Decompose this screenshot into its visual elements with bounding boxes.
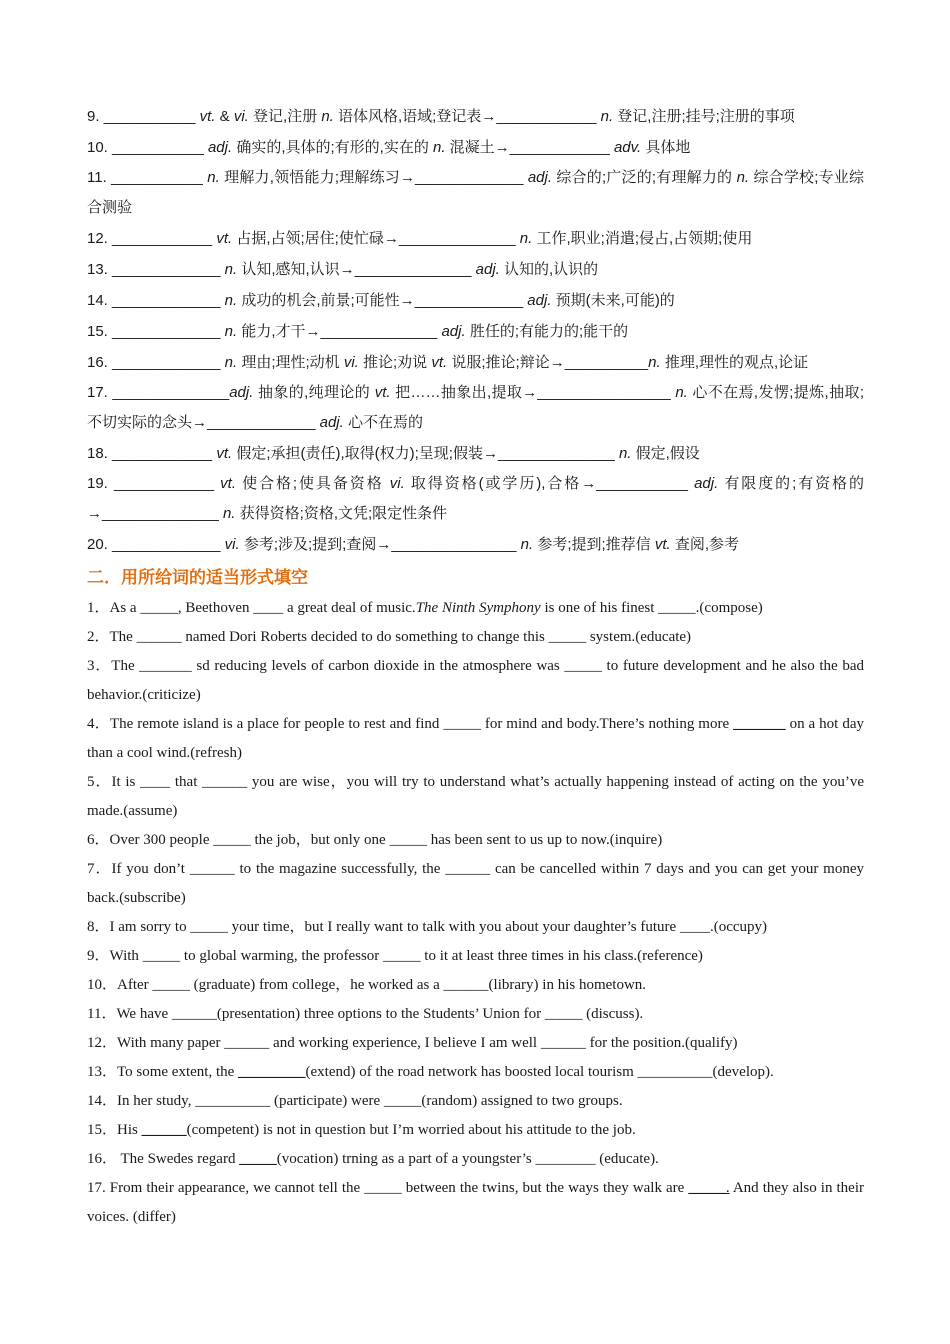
item-text: 能力,才干→______________	[237, 323, 442, 340]
item-text: In her study, __________ (participate) were _____(random) assigned to two groups.	[117, 1093, 623, 1109]
item-number: 9．	[87, 948, 110, 964]
item-text: is one of his finest _____.(compose)	[540, 600, 763, 616]
exercise-item	[87, 710, 864, 768]
underlined-blank: _____.	[688, 1180, 730, 1196]
item-text: _____________	[107, 261, 225, 278]
item-text: 工作,职业;消遣;侵占,占领期;使用	[532, 230, 753, 247]
vocab-item	[87, 285, 864, 316]
item-number: 17.	[87, 1180, 106, 1196]
worksheet-content	[87, 101, 864, 1232]
underlined-blank: _____	[239, 1151, 277, 1167]
exercise-item	[87, 971, 864, 1000]
item-text: 假定;承担(责任),取得(权力);呈现;假装→______________	[232, 445, 619, 462]
vocab-item	[87, 132, 864, 163]
item-text: _____________	[107, 354, 225, 371]
section-title: 二．用所给词的适当形式填空	[87, 568, 308, 588]
item-number: 17.	[87, 384, 108, 401]
item-number: 6．	[87, 832, 110, 848]
vocab-item	[87, 316, 864, 347]
vocab-item	[87, 469, 864, 529]
item-text: With many paper ______ and working experience, I believe I am well ______ for the position.(qualify)	[117, 1035, 738, 1051]
item-text: (competent) is not in question but I’m worried about his attitude to the job.	[186, 1122, 636, 1138]
vocab-item	[87, 438, 864, 469]
exercise-item	[87, 826, 864, 855]
item-text: We have ______(presentation) three options to the Students’ Union for _____ (discuss).	[116, 1006, 644, 1022]
item-text: And they also in their voices. (differ)	[87, 1180, 864, 1225]
vocab-item	[87, 378, 864, 438]
item-number: 2．	[87, 629, 110, 645]
item-text: 预期(未来,可能)的	[551, 292, 675, 309]
item-number: 15．	[87, 1122, 118, 1138]
part-of-speech: adj.	[527, 169, 552, 186]
exercise-item	[87, 1174, 864, 1232]
part-of-speech: n.	[433, 139, 446, 156]
item-text: 假定,假设	[631, 445, 700, 462]
item-number: 14．	[87, 1093, 118, 1109]
item-number: 10.	[87, 139, 108, 156]
item-text: Beethoven ____ a great deal of music.	[181, 600, 416, 616]
part-of-speech: n.	[520, 536, 534, 553]
item-text: To some extent, the	[117, 1064, 239, 1080]
item-number: 16．	[87, 1151, 118, 1167]
exercise-item	[87, 1087, 864, 1116]
exercise-item	[87, 623, 864, 652]
part-of-speech: vi.	[233, 108, 249, 125]
part-of-speech: adj.	[441, 323, 466, 340]
part-of-speech: vt.	[431, 354, 448, 371]
item-number: 10．	[87, 977, 118, 993]
exercise-item	[87, 1029, 864, 1058]
underlined-blank: _______	[733, 716, 786, 732]
item-number: 13.	[87, 261, 108, 278]
item-text: 胜任的;有能力的;能干的	[465, 323, 629, 340]
part-of-speech: n.	[736, 169, 750, 186]
item-text: _____________	[107, 323, 225, 340]
part-of-speech: The Ninth Symphony	[415, 600, 541, 616]
vocab-item	[87, 101, 864, 132]
exercise-item	[87, 913, 864, 942]
item-text: The remote island is a place for people to rest and find _____ for mind and body.There’s nothing more	[109, 716, 734, 732]
item-number: 16.	[87, 354, 108, 371]
item-text: ___________	[107, 139, 208, 156]
vocab-item	[87, 163, 864, 223]
item-text: &	[215, 108, 234, 125]
part-of-speech: vt.	[654, 536, 671, 553]
item-text: 登记,注册	[248, 108, 322, 125]
item-text: The _______ sd reducing levels of carbon dioxide in the atmosphere was _____ to future development and he also the bad behavior.(criticize)	[87, 658, 864, 703]
item-text: (extend) of the road network has boosted local tourism __________(develop).	[305, 1064, 774, 1080]
item-text: From their appearance, we cannot tell the _____ between the twins, but the ways they walk are	[105, 1180, 689, 1196]
item-text: 占据,占领;居住;使忙碌→______________	[232, 230, 520, 247]
item-text: ___________	[99, 108, 200, 125]
item-text: After _____ (graduate) from college，he worked as a ______(library) in his hometown.	[117, 977, 647, 993]
part-of-speech: adj.	[207, 139, 233, 156]
exercise-item	[87, 1145, 864, 1174]
underlined-blank: ,	[177, 600, 182, 616]
item-number: 20.	[87, 536, 108, 553]
item-text: 确实的,具体的;有形的,实在的	[232, 139, 433, 156]
item-number: 18.	[87, 445, 108, 462]
item-text: 综合的;广泛的;有理解力的	[552, 169, 737, 186]
item-text: It is ____ that ______ you are wise，you will try to understand what’s actually happening instead of acting on the you’ve made.(assume)	[87, 774, 864, 819]
exercise-list	[87, 594, 864, 1232]
item-number: 14.	[87, 292, 108, 309]
item-number: 3．	[87, 658, 112, 674]
item-text: 认知的,认识的	[499, 261, 599, 278]
part-of-speech: n.	[224, 292, 238, 309]
item-number: 5．	[87, 774, 112, 790]
part-of-speech: adj.	[527, 292, 552, 309]
item-text: ______________	[107, 384, 230, 401]
item-number: 19.	[87, 475, 108, 492]
exercise-item	[87, 1116, 864, 1145]
item-text: Over 300 people _____ the job，but only one _____ has been sent to us up to now.(inquire)	[109, 832, 663, 848]
item-text: 推理,理性的观点,论证	[660, 354, 809, 371]
part-of-speech: n.	[321, 108, 334, 125]
part-of-speech: vt.	[199, 108, 216, 125]
exercise-item	[87, 1000, 864, 1029]
item-text: on a hot day than a cool wind.(refresh)	[87, 716, 864, 761]
part-of-speech: n.	[207, 169, 220, 186]
part-of-speech: vt.	[374, 384, 391, 401]
item-text: His	[117, 1122, 142, 1138]
exercise-item	[87, 768, 864, 826]
exercise-item	[87, 1058, 864, 1087]
item-number: 15.	[87, 323, 108, 340]
item-text: 理由;理性;动机	[237, 354, 344, 371]
item-text: 理解力,领悟能力;理解练习→_____________	[219, 169, 528, 186]
underlined-blank: ______	[141, 1122, 187, 1138]
part-of-speech: adj.	[229, 384, 254, 401]
exercise-item	[87, 594, 864, 623]
item-text: 抽象的,纯理论的	[253, 384, 375, 401]
item-text: 有限度的;有资格的 →______________	[87, 475, 864, 522]
underlined-blank: _________	[238, 1064, 306, 1080]
item-text: 心不在焉的	[343, 414, 423, 431]
item-text: 具体地	[641, 139, 691, 156]
item-text: 心不在焉,发愣;提炼,抽取;不切实际的念头→_____________	[87, 384, 864, 431]
part-of-speech: n.	[224, 323, 238, 340]
item-text: I am sorry to _____ your time，but I really want to talk with you about your daughter’s future ____.(occupy)	[109, 919, 768, 935]
item-number: 13．	[87, 1064, 118, 1080]
item-text: The Swedes regard	[117, 1151, 240, 1167]
item-text: 参考;提到;推荐信	[533, 536, 655, 553]
vocab-item	[87, 529, 864, 560]
item-text: As a _____	[109, 600, 178, 616]
item-text: 把……抽象出,提取→________________	[390, 384, 676, 401]
item-text: (vocation) trning as a part of a youngster’s ________ (educate).	[276, 1151, 659, 1167]
item-text: 认知,感知,认识→______________	[237, 261, 476, 278]
item-text: 登记,注册;挂号;注册的事项	[613, 108, 795, 125]
item-text: The ______ named Dori Roberts decided to do something to change this _____ system.(educate)	[109, 629, 692, 645]
part-of-speech: vi.	[389, 475, 405, 492]
item-text: 获得资格;资格,文凭;限定性条件	[235, 505, 448, 522]
part-of-speech: vi.	[224, 536, 240, 553]
item-number: 7．	[87, 861, 112, 877]
item-text: 推论;劝说	[358, 354, 432, 371]
part-of-speech: adj.	[475, 261, 500, 278]
exercise-item	[87, 855, 864, 913]
part-of-speech: n.	[618, 445, 632, 462]
part-of-speech: n.	[675, 384, 688, 401]
item-number: 12.	[87, 230, 108, 247]
exercise-item	[87, 942, 864, 971]
vocab-item	[87, 254, 864, 285]
item-text: _____________	[107, 292, 225, 309]
item-text: 说服;推论;辩论→__________	[447, 354, 649, 371]
item-text: ____________	[107, 475, 221, 492]
part-of-speech: n.	[222, 505, 236, 522]
item-text: 语体风格,语域;登记表→____________	[333, 108, 601, 125]
item-number: 8．	[87, 919, 110, 935]
item-text: ____________	[107, 230, 217, 247]
exercise-item	[87, 652, 864, 710]
part-of-speech: adj.	[319, 414, 344, 431]
part-of-speech: n.	[224, 354, 238, 371]
item-number: 11．	[87, 1006, 117, 1022]
item-text: 查阅,参考	[670, 536, 740, 553]
item-number: 9.	[87, 108, 100, 125]
part-of-speech: vt.	[220, 475, 237, 492]
item-text: 使合格;使具备资格	[236, 475, 390, 492]
part-of-speech: vt.	[216, 230, 233, 247]
item-text: 混凝土→____________	[445, 139, 614, 156]
vocab-item	[87, 223, 864, 254]
item-number: 4．	[87, 716, 110, 732]
item-number: 11.	[87, 169, 107, 186]
part-of-speech: n.	[519, 230, 533, 247]
part-of-speech: vt.	[216, 445, 233, 462]
item-number: 1．	[87, 600, 110, 616]
item-text: 综合学校;专业综合测验	[87, 169, 865, 216]
item-text: With _____ to global warming, the professor _____ to it at least three times in his class.(reference)	[109, 948, 703, 964]
vocab-item	[87, 347, 864, 378]
part-of-speech: adv.	[613, 139, 642, 156]
vocabulary-list	[87, 101, 864, 560]
item-text: _____________	[107, 536, 225, 553]
item-number: 12．	[87, 1035, 118, 1051]
part-of-speech: adj.	[694, 475, 719, 492]
part-of-speech: vi.	[343, 354, 359, 371]
item-text: If you don’t ______ to the magazine successfully, the ______ can be cancelled within 7 days and you can get your money back.(subscribe)	[87, 861, 864, 906]
item-text: 参考;涉及;提到;查阅→_______________	[239, 536, 521, 553]
part-of-speech: n.	[224, 261, 238, 278]
item-text: 取得资格(或学历),合格→___________	[404, 475, 695, 492]
item-text: ___________	[106, 169, 208, 186]
part-of-speech: n.	[648, 354, 661, 371]
item-text: 成功的机会,前景;可能性→_____________	[237, 292, 528, 309]
part-of-speech: n.	[600, 108, 614, 125]
item-text: ____________	[107, 445, 217, 462]
